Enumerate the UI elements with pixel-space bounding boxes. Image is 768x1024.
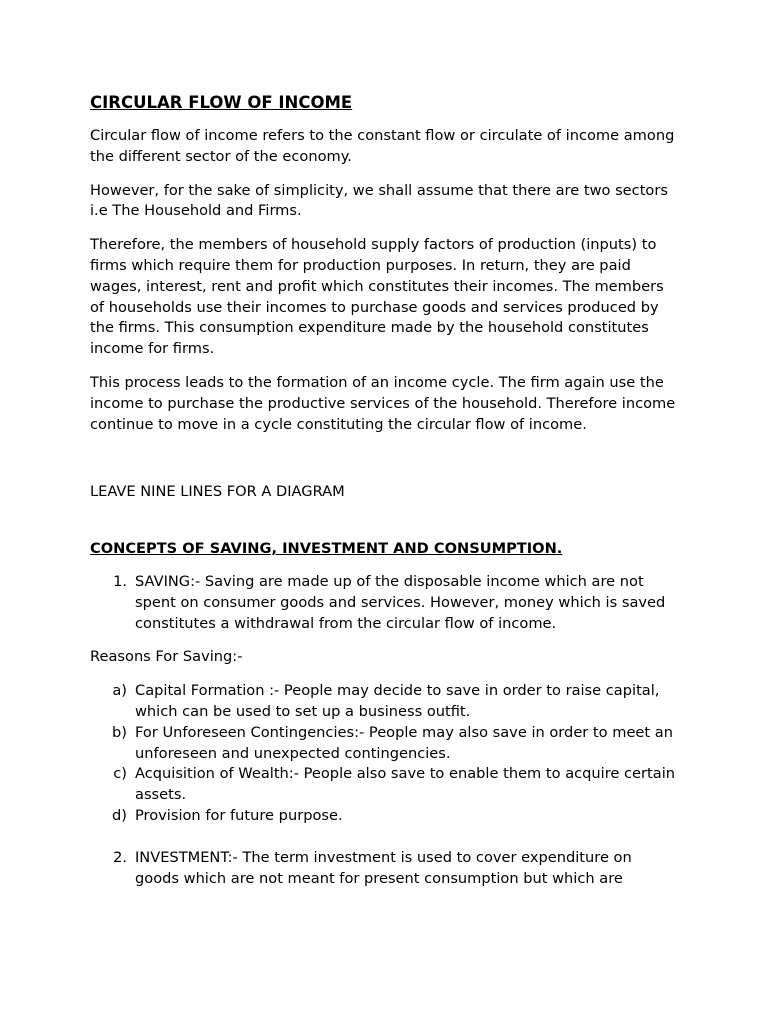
list-marker: b) [112,723,127,741]
list-marker: c) [113,765,127,783]
list-item [90,848,680,890]
paragraph-household-firms: Therefore, the members of household supply factors of production (inputs) to firms which require them for production purposes. In return, they are paid wages, interest, rent and profit which constitutes their incomes. The members of households use their incomes to purchase goods and services produced by the firms. This consumption expenditure made by the household constitutes income for firms. [90,236,664,358]
paragraph-definition: Circular flow of income refers to the constant flow or circulate of income among the different sector of the economy. [90,127,675,165]
list-item-text: SAVING:- Saving are made up of the disposable income which are not spent on consumer goods and services. However, money which is saved constitutes a withdrawal from the circular flow of income. [135,572,666,632]
paragraph-income-cycle: This process leads to the formation of an income cycle. The firm again use the income to purchase the productive services of the household. Therefore income continue to move in a cycle constituting the circular flow of income. [90,373,676,433]
list-item [90,723,680,765]
list-marker: d) [112,806,127,824]
concepts-heading: CONCEPTS OF SAVING, INVESTMENT AND CONSUMPTION. [90,540,563,558]
page-title: CIRCULAR FLOW OF INCOME [90,93,353,112]
blank-space [90,448,680,482]
reasons-heading: Reasons For Saving:- [90,648,243,666]
diagram-note: LEAVE NINE LINES FOR A DIAGRAM [90,483,345,501]
list-marker: 1. [113,572,127,590]
list-item [90,806,680,827]
list-item-text: Provision for future purpose. [135,806,343,824]
list-item [90,681,680,723]
list-item-text: For Unforeseen Contingencies:- People may also save in order to meet an unforeseen and unexpected contingencies. [135,723,673,762]
reasons-list [90,681,680,827]
list-item [90,572,680,634]
list-item-text: Acquisition of Wealth:- People also save to enable them to acquire certain assets. [135,765,676,804]
list-marker: a) [112,682,127,700]
list-item [90,764,680,806]
document-page [90,92,680,902]
list-item-text: INVESTMENT:- The term investment is used to cover expenditure on goods which are not meant for present consumption but which are [135,848,632,887]
numbered-list-investment [90,848,680,890]
list-item-text: Capital Formation :- People may decide to save in order to raise capital, which can be used to set up a business outfit. [135,682,660,720]
list-marker: 2. [113,848,127,866]
paragraph-assumption: However, for the sake of simplicity, we shall assume that there are two sectors i.e The Household and Firms. [90,181,668,220]
numbered-list-saving [90,572,680,634]
